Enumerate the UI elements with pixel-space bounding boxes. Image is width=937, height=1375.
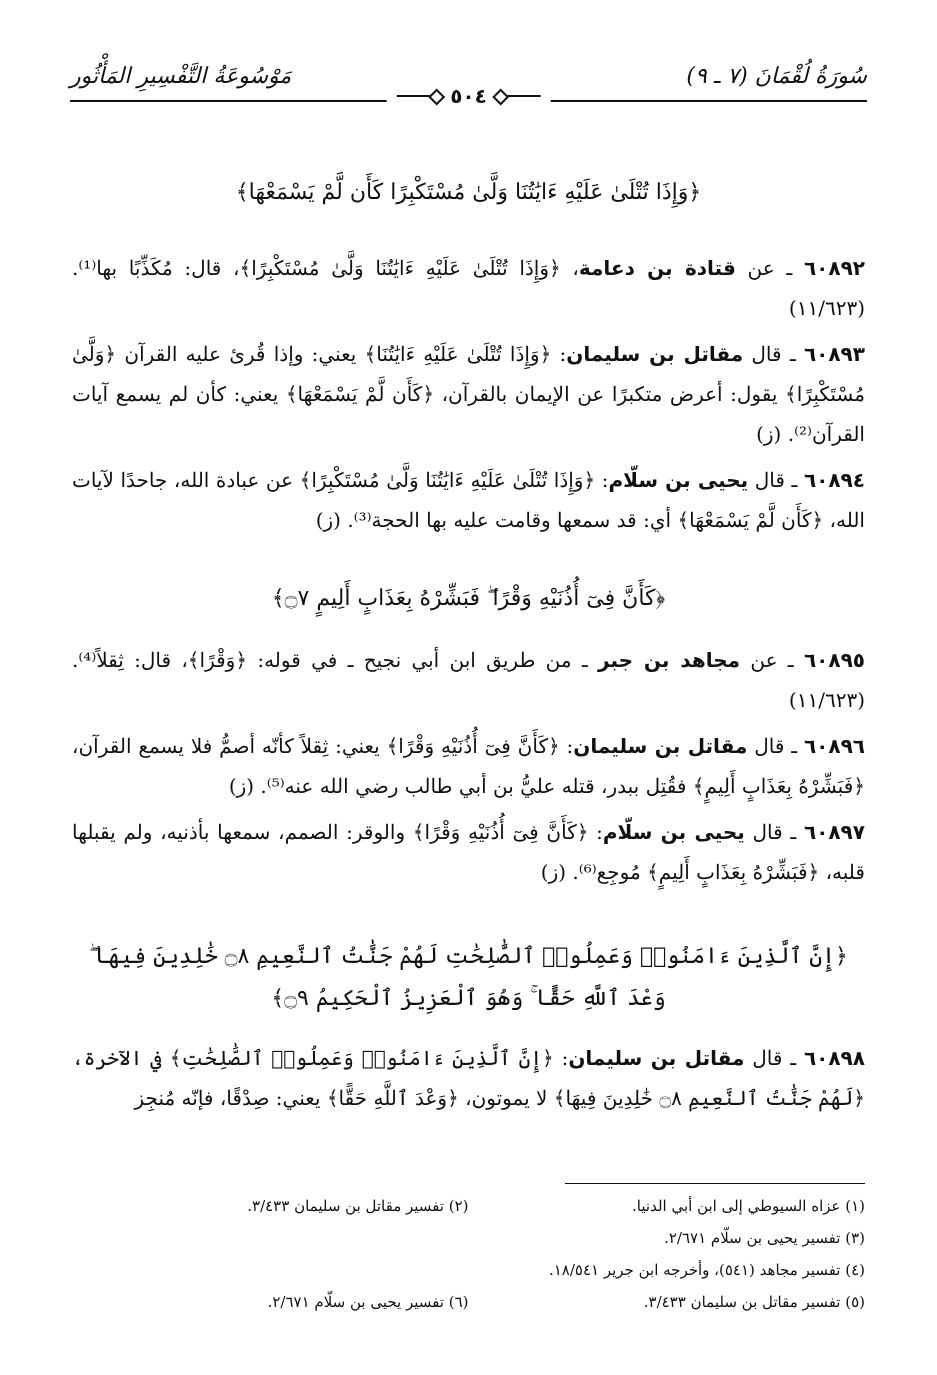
entry-number: ٦٠٨٩٦	[803, 734, 865, 758]
narration-entry	[72, 248, 865, 328]
quran-verse: ﴿إِنَّ ٱلَّذِينَ ءَامَنُوا۟ وَعَمِلُوا۟ ٱلصَّٰلِحَٰتِ لَهُمْ جَنَّٰتُ ٱلنَّعِيمِ ۝٨ خَٰلِدِينَ فِيهَا ۖ وَعْدَ ٱللَّهِ حَقًّا ۚ وَهُوَ ٱلْعَزِيزُ ٱلْحَكِيمُ ۝٩﴾	[89, 944, 848, 1011]
entry-text: : ﴿كَأَنَّ فِىٓ أُذُنَيْهِ وَقْرًا﴾ والوقر: الصمم، سمعها بأذنيه، ولم يقبلها قلبه، ﴿فَبَشِّرْهُ بِعَذَابٍ أَلِيمٍ﴾ مُوجِع⁽⁶⁾.	[72, 820, 865, 884]
page-header	[70, 52, 867, 122]
entry-text: : ﴿إِنَّ ٱلَّذِينَ ءَامَنُوا۟ وَعَمِلُوا۟ ٱلصَّٰلِحَٰتِ﴾ في الآخرة، ﴿لَهُمْ جَنَّٰتُ ٱلنَّعِيمِ ۝٨ خَٰلِدِينَ فِيهَا﴾ لا يموتون، ﴿وَعْدَ ٱللَّهِ حَقًّا﴾ يعني: صِدْقًا، فإنّه مُنجِز	[72, 1046, 865, 1110]
narration-entry	[72, 1038, 865, 1118]
footnote: (٤) تفسير مجاهد (٥٤١)، وأخرجه ابن جرير ١٨/٥٤١.	[548, 1261, 865, 1279]
page-number-block	[386, 84, 551, 108]
entry-reference: (ز)	[228, 774, 255, 798]
entry-prefix: ـ قال	[747, 734, 804, 758]
entry-number: ٦٠٨٩٣	[803, 342, 865, 366]
narrator-name: مجاهد بن جبر	[598, 648, 741, 672]
quran-verse: ﴿كَأَنَّ فِىٓ أُذُنَيْهِ وَقْرًا ۖ فَبَشِّرْهُ بِعَذَابٍ أَلِيمٍ ۝٧﴾	[271, 586, 666, 611]
page-number: ٥٠٤	[450, 84, 487, 108]
surah-title: سُورَةُ لُقْمَانَ (٧ ـ ٩)	[686, 64, 867, 89]
narrator-name: يحيى بن سلّام	[602, 820, 745, 844]
entry-number: ٦٠٨٩٤	[803, 468, 865, 492]
entry-prefix: ـ قال	[744, 1046, 804, 1070]
footnote: (٦) تفسير يحيى بن سلّام ٢/٦٧١.	[267, 1293, 469, 1311]
footnote-row	[72, 1190, 865, 1222]
entry-reference: (ز)	[315, 508, 341, 532]
footnote-row	[72, 1222, 865, 1254]
entry-reference: (١١/٦٢٣)	[788, 688, 865, 712]
entry-number: ٦٠٨٩٧	[803, 820, 865, 844]
entry-prefix: ـ قال	[743, 342, 804, 366]
page-body	[72, 160, 865, 1124]
narration-entry	[72, 460, 865, 540]
footnotes	[72, 1190, 865, 1318]
book-title: مَوْسُوعَةُ التَّفْسِيرِ المَأْثُور	[70, 64, 292, 89]
entry-number: ٦٠٨٩٨	[803, 1046, 865, 1070]
footnote: (٢) تفسير مقاتل بن سليمان ٣/٤٣٣.	[247, 1197, 469, 1215]
entry-number: ٦٠٨٩٢	[803, 256, 865, 280]
entry-text: : ﴿كَأَنَّ فِىٓ أُذُنَيْهِ وَقْرًا﴾ يعني: ثِقلاً كأنّه أصمُّ فلا يسمع القرآن، ﴿فَبَشِّرْهُ بِعَذَابٍ أَلِيمٍ﴾ فقُتِل ببدر، قتله عليُّ بن أبي طالب رضي الله عنه⁽⁵⁾.	[72, 734, 865, 798]
entry-prefix: ـ عن	[740, 648, 804, 672]
narrator-name: مقاتل بن سليمان	[573, 734, 748, 758]
narrator-name: قتادة بن دعامة	[578, 256, 736, 280]
entry-text: : ﴿وَإِذَا تُتْلَىٰ عَلَيْهِ ءَايَٰتُنَا وَلَّىٰ مُسْتَكْبِرًا﴾ عن عبادة الله، جاحدًا لآيات الله، ﴿كَأَن لَّمْ يَسْمَعْهَا﴾ أي: قد سمعها وقامت عليه بها الحجة⁽³⁾.	[72, 468, 865, 532]
footnote-row	[72, 1254, 865, 1286]
narration-entry	[72, 726, 865, 806]
entry-prefix: ـ قال	[744, 820, 804, 844]
footnote: (٥) تفسير مقاتل بن سليمان ٣/٤٣٣.	[643, 1293, 865, 1311]
entry-prefix: ـ قال	[748, 468, 804, 492]
narrator-name: مقاتل بن سليمان	[566, 342, 744, 366]
ornament-left-icon	[396, 91, 442, 101]
entry-reference: (١١/٦٢٣)	[788, 296, 865, 320]
entry-text: ، ﴿وَإِذَا تُتْلَىٰ عَلَيْهِ ءَايَٰتُنَا وَلَّىٰ مُسْتَكْبِرًا﴾، قال: مُكَذِّبًا بها⁽¹⁾.	[72, 256, 579, 280]
footnote-row	[72, 1286, 865, 1318]
narrator-name: مقاتل بن سليمان	[568, 1046, 745, 1070]
entry-number: ٦٠٨٩٥	[803, 648, 865, 672]
narrator-name: يحيى بن سلّام	[608, 468, 749, 492]
footnote-rule	[565, 1183, 865, 1184]
entry-reference: (ز)	[756, 422, 782, 446]
footnote: (١) عزاه السيوطي إلى ابن أبي الدنيا.	[632, 1197, 865, 1215]
quran-verse: ﴿وَإِذَا تُتْلَىٰ عَلَيْهِ ءَايَٰتُنَا وَلَّىٰ مُسْتَكْبِرًا كَأَن لَّمْ يَسْمَعْهَا﴾	[235, 180, 702, 205]
narration-entry	[72, 812, 865, 892]
narration-entry	[72, 334, 865, 454]
entry-text: : ﴿وَإِذَا تُتْلَىٰ عَلَيْهِ ءَايَٰتُنَا﴾ يعني: وإذا قُرئ عليه القرآن ﴿وَلَّىٰ مُسْتَكْبِرًا﴾ يقول: أعرض متكبرًا عن الإيمان بالقرآن، ﴿كَأَن لَّمْ يَسْمَعْهَا﴾ يعني: كأن لم يسمع آيات القرآن⁽²⁾.	[72, 342, 865, 446]
narration-entry	[72, 640, 865, 720]
ornament-right-icon	[495, 91, 541, 101]
entry-text: ـ من طريق ابن أبي نجيح ـ في قوله: ﴿وَقْرًا﴾، قال: ثِقلاً⁽⁴⁾.	[72, 648, 599, 672]
footnote: (٣) تفسير يحيى بن سلّام ٢/٦٧١.	[664, 1229, 865, 1247]
entry-prefix: ـ عن	[735, 256, 804, 280]
entry-reference: (ز)	[540, 860, 567, 884]
